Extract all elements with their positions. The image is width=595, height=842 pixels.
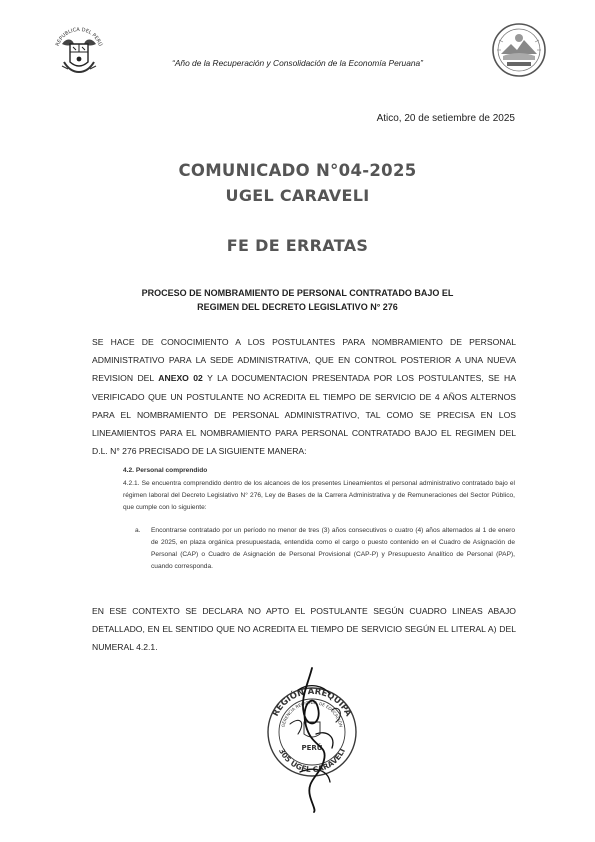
process-subtitle bbox=[95, 286, 500, 314]
excerpt-section-title: 4.2. Personal comprendido bbox=[123, 467, 208, 474]
stamp-bottom-text: 305 UGEL CARAVELI bbox=[277, 746, 347, 775]
errata-title: FE DE ERRATAS bbox=[226, 236, 369, 255]
list-item-text: Encontrarse contratado por un período no menor de tres (3) años consecutivos o cuatro (4) años alternados al 1 de enero de 2025, en plaza orgánica presupuestada, entendida como el cargo o puesto contenido en el Cuadro de Asignación de Personal (CAP) o Cuadro de Asignación de Personal Provisional (CAP-P) y Presupuesto Analítico de Personal (PAP), cuando corresponda. bbox=[151, 527, 515, 570]
paragraph-text-start: SE HACE DE CONOCIMIENTO A LOS POSTULANTES PARA NOMBRAMIENTO DE PERSONAL ADMINISTRATIVO PARA LA SEDE ADMINISTRATIVA, QUE EN CONTROL POSTERIOR A UNA NUEVA REVISION DEL bbox=[92, 337, 516, 384]
excerpt-list-item bbox=[123, 525, 515, 573]
conclusion-paragraph: EN ESE CONTEXTO SE DECLARA NO APTO EL POSTULANTE SEGÚN CUADRO LINEAS ABAJO DETALLADO, EN EL SENTIDO QUE NO ACREDITA EL TIEMPO DE SERVICIO SEGÚN EL LITERAL A) DEL NUMERAL 4.2.1. bbox=[92, 606, 516, 653]
list-marker: a. bbox=[135, 527, 141, 534]
guidelines-excerpt bbox=[123, 465, 515, 573]
excerpt-clause-text: 4.2.1. Se encuentra comprendido dentro de los alcances de los presentes Lineamientos el personal administrativo contratado bajo el régimen laboral del Decreto Legislativo N° 276, Ley de Bases de la Carrera Administrativa y de Remuneraciones del Sector Público, que cumple con lo siguiente: bbox=[123, 480, 515, 511]
subtitle-line-2: REGIMEN DEL DECRETO LEGISLATIVO N° 276 bbox=[197, 302, 398, 312]
date-line: Atico, 20 de setiembre de 2025 bbox=[376, 113, 515, 124]
announcement-paragraph bbox=[92, 333, 516, 460]
handwritten-signature-icon bbox=[270, 664, 360, 814]
year-motto: “Año de la Recuperación y Consolidación de la Economía Peruana” bbox=[172, 58, 423, 68]
stamp-ring-text: REGIÓN AREQUIPA bbox=[270, 686, 354, 719]
institution-seal-icon bbox=[491, 22, 547, 78]
paragraph-text-end: Y LA DOCUMENTACION PRESENTADA POR LOS POSTULANTES, SE HA VERIFICADO QUE UN POSTULANTE NO ACREDITA EL TIEMPO DE SERVICIO DE 4 AÑOS ALTERNOS PARA EL NOMBRAMIENTO DE PERSONAL ADMINISTRATIVO, TAL COMO SE PRECISA EN LOS LINEAMIENTOS PARA EL NOMBRAMIENTO PARA PERSONAL CONTRATADO BAJO EL REGIMEN DEL D.L. N° 276 PRECISADO DE LA SIGUIENTE MANERA: bbox=[92, 373, 516, 457]
ugel-title: UGEL CARAVELI bbox=[225, 186, 370, 205]
stamp-inner-text: GERENCIA REGIONAL DE EDUCACIÓN bbox=[280, 699, 344, 728]
stamp-center-text: PERÚ bbox=[301, 744, 323, 752]
annex-reference: ANEXO 02 bbox=[158, 373, 203, 384]
national-coat-of-arms-icon bbox=[50, 22, 108, 78]
left-seal-text: REPUBLICA DEL PERÚ bbox=[54, 26, 104, 48]
subtitle-line-1: PROCESO DE NOMBRAMIENTO DE PERSONAL CONTRATADO BAJO EL bbox=[141, 288, 454, 298]
communique-number-title: COMUNICADO N°04-2025 bbox=[178, 161, 417, 180]
